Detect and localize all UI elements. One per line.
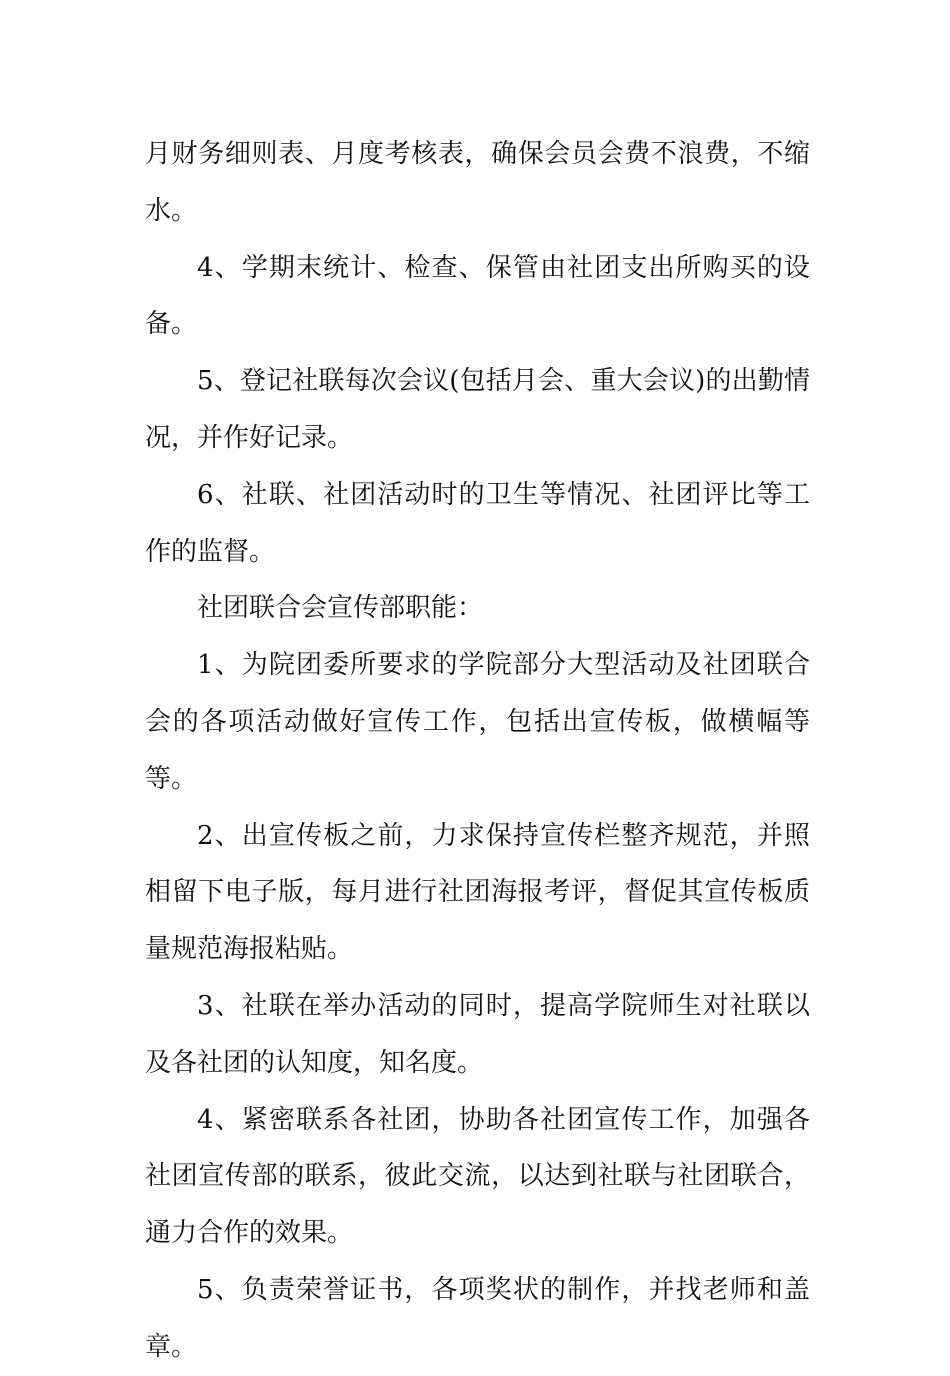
- paragraph-publicity-item-1: 1、为院团委所要求的学院部分大型活动及社团联合会的各项活动做好宣传工作，包括出宣传板，做横幅等等。: [145, 650, 810, 794]
- paragraph-publicity-item-2: 2、出宣传板之前，力求保持宣传栏整齐规范，并照相留下电子版，每月进行社团海报考评，督促其宣传板质量规范海报粘贴。: [145, 820, 810, 965]
- paragraph-item-4-equipment: 4、学期末统计、检查、保管由社团支出所购买的设备。: [145, 252, 810, 340]
- document-body: [145, 126, 810, 1376]
- paragraph-publicity-item-3: 3、社联在举办活动的同时，提高学院师生对社联以及各社团的认知度，知名度。: [145, 990, 810, 1078]
- section-heading-publicity-dept: 社团联合会宣传部职能：: [197, 593, 484, 624]
- paragraph-finance-continuation: 月财务细则表、月度考核表，确保会员会费不浪费，不缩水。: [145, 139, 810, 226]
- paragraph-publicity-item-5: 5、负责荣誉证书，各项奖状的制作，并找老师和盖章。: [145, 1274, 810, 1362]
- paragraph-publicity-item-4: 4、紧密联系各社团，协助各社团宣传工作，加强各社团宣传部的联系，彼此交流，以达到社联与社团联合，通力合作的效果。: [145, 1104, 810, 1249]
- paragraph-item-6-supervision: 6、社联、社团活动时的卫生等情况、社团评比等工作的监督。: [145, 479, 810, 567]
- paragraph-item-5-attendance: 5、登记社联每次会议(包括月会、重大会议)的出勤情况，并作好记录。: [145, 366, 810, 453]
